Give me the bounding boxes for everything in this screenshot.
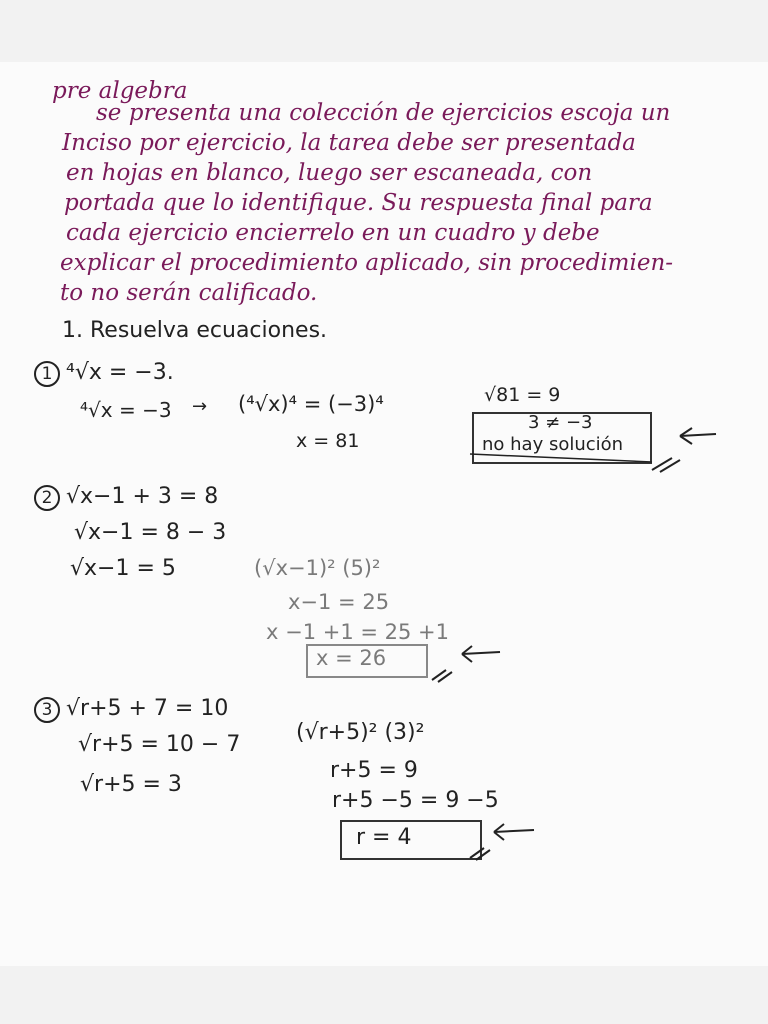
answer-arrow-1: [680, 434, 716, 436]
problem-2-side-1: (√x−1)² (5)²: [254, 556, 381, 580]
answer-arrow-2: [462, 652, 500, 654]
problem-1-step-3: √81 = 9: [484, 384, 561, 406]
problem-2-step-2: √x−1 = 5: [70, 556, 176, 581]
problem-3-number: 3: [34, 697, 60, 723]
intro-line-1: se presenta una colección de ejercicios escoja un: [96, 100, 671, 126]
problem-3-side-3: r+5 −5 = 9 −5: [332, 788, 499, 813]
double-slash-3: [470, 848, 490, 860]
problem-1-step-4: x = 81: [296, 430, 360, 452]
intro-line-3: en hojas en blanco, luego ser escaneada, con: [66, 160, 593, 186]
problem-3-side-1: (√r+5)² (3)²: [296, 720, 425, 745]
problem-2-number: 2: [34, 485, 60, 511]
problem-1-number: 1: [34, 361, 60, 387]
problem-2-step-1: √x−1 = 8 − 3: [74, 520, 227, 545]
problem-3-equation: √r+5 + 7 = 10: [66, 696, 229, 721]
intro-line-5: cada ejercicio encierrelo en un cuadro y debe: [66, 220, 600, 246]
problem-3-step-1: √r+5 = 10 − 7: [78, 732, 241, 757]
problem-1-answer-line-1: 3 ≠ −3: [528, 412, 593, 433]
problem-2-side-3: x −1 +1 = 25 +1: [266, 620, 449, 644]
problem-2-side-2: x−1 = 25: [288, 590, 390, 614]
problem-2-equation: √x−1 + 3 = 8: [66, 484, 219, 509]
problem-1-arrow: →: [192, 396, 208, 417]
problem-1-step-2: (⁴√x)⁴ = (−3)⁴: [238, 392, 384, 416]
problem-3-answer: r = 4: [356, 825, 412, 850]
problem-3-step-2: √r+5 = 3: [80, 772, 182, 797]
intro-line-4: portada que lo identifique. Su respuesta final para: [64, 190, 653, 216]
answer-arrow-3: [494, 830, 534, 832]
problem-1-answer-line-2: no hay solución: [482, 434, 624, 455]
double-slash-1: [652, 458, 680, 472]
problem-1-step-1: ⁴√x = −3: [80, 398, 172, 422]
intro-line-7: to no serán calificado.: [60, 280, 318, 306]
intro-line-2: Inciso por ejercicio, la tarea debe ser presentada: [62, 130, 636, 156]
intro-title: pre algebra: [52, 78, 188, 104]
intro-line-6: explicar el procedimiento aplicado, sin procedimien-: [60, 250, 674, 276]
problem-1-equation: ⁴√x = −3.: [66, 360, 174, 385]
problem-2-answer: x = 26: [316, 646, 387, 670]
section-title: 1. Resuelva ecuaciones.: [62, 318, 328, 343]
problem-3-side-2: r+5 = 9: [330, 758, 418, 783]
double-slash-2: [432, 670, 452, 682]
